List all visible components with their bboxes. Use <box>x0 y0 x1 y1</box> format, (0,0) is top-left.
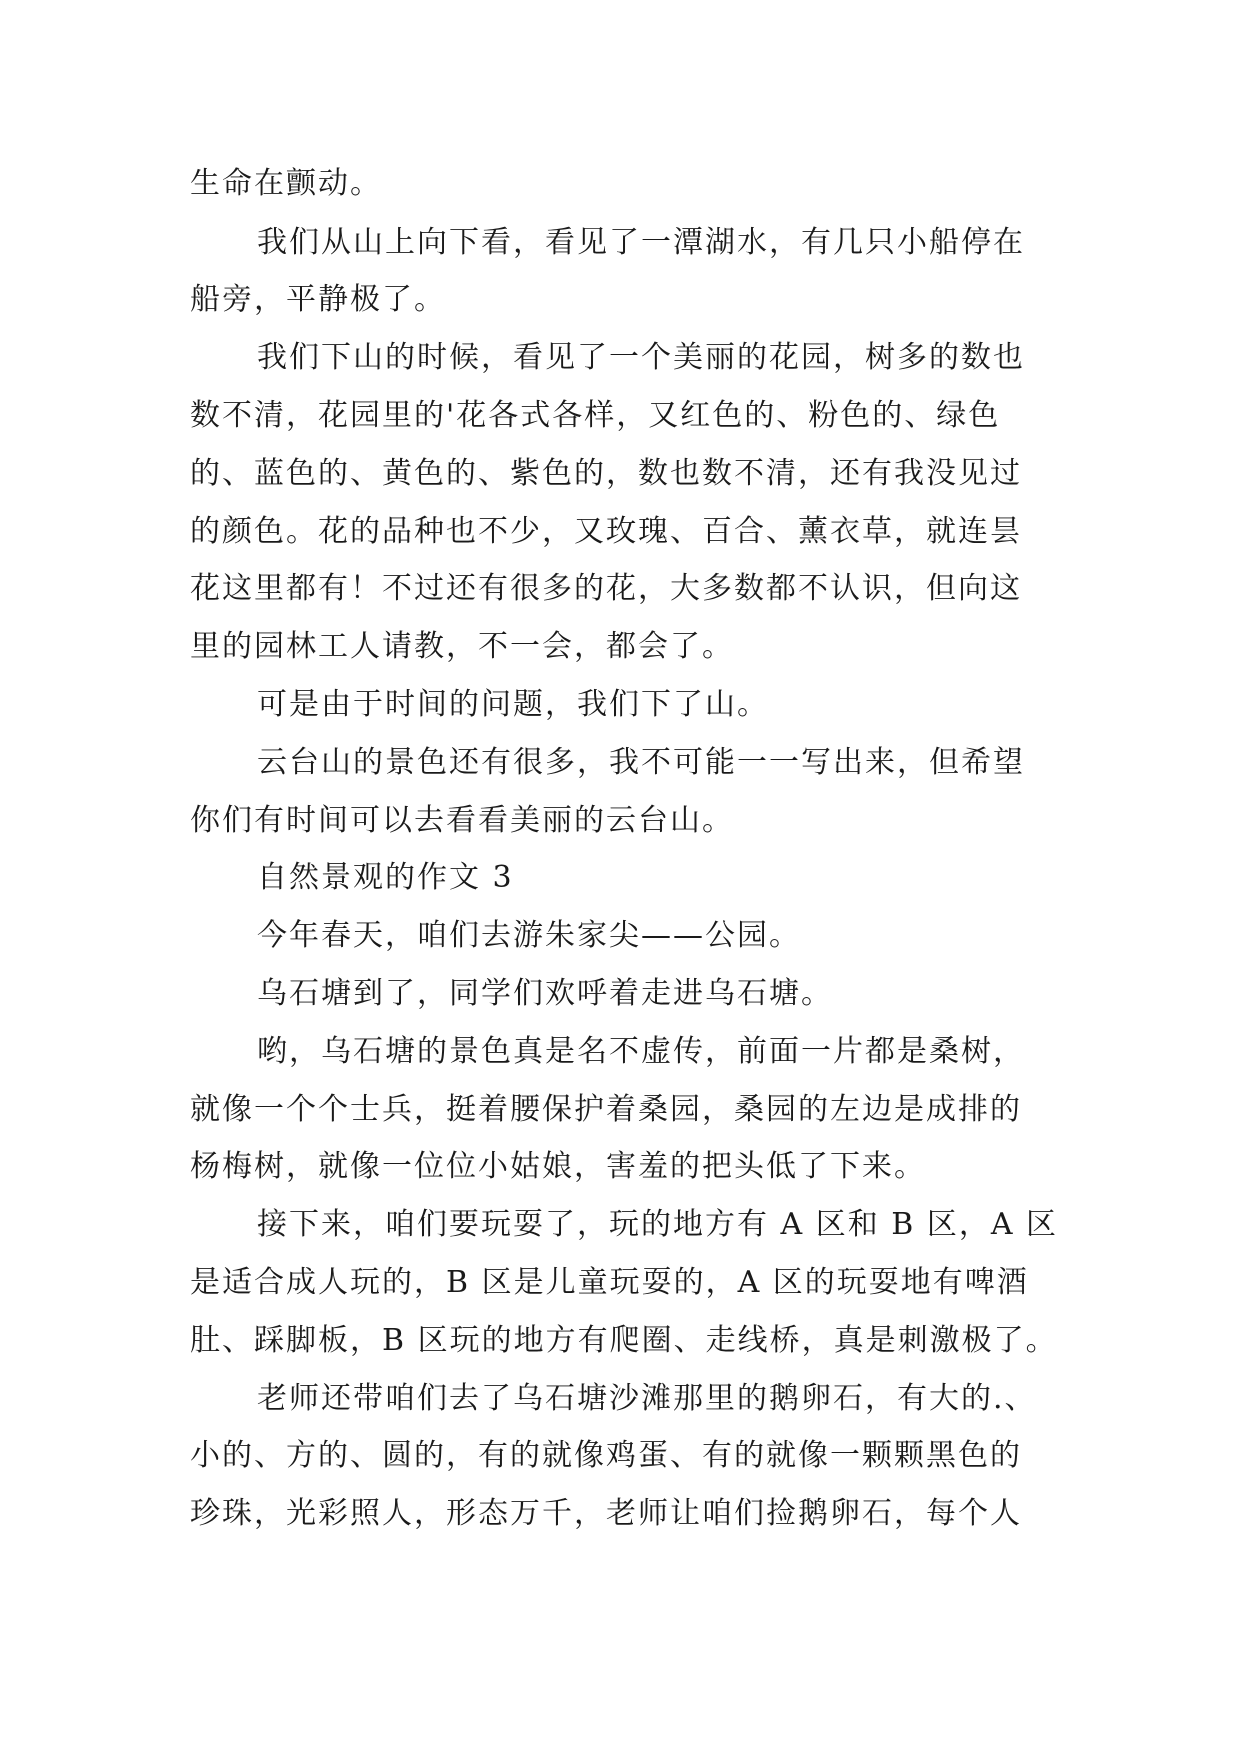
text-line: 船旁，平静极了。 <box>190 282 446 317</box>
text-line: 的、蓝色的、黄色的、紫色的，数也数不清，还有我没见过 <box>190 456 1022 491</box>
text-line: 小的、方的、圆的，有的就像鸡蛋、有的就像一颗颗黑色的 <box>190 1438 1022 1473</box>
text-line: 我们从山上向下看，看见了一潭湖水，有几只小船停在 <box>257 225 1025 260</box>
text-line: 今年春天，咱们去游朱家尖——公园。 <box>257 918 801 953</box>
text-line: 可是由于时间的问题，我们下了山。 <box>257 687 769 722</box>
text-line: 花这里都有！不过还有很多的花，大多数都不认识，但向这 <box>190 571 1022 606</box>
text-line: 我们下山的时候，看见了一个美丽的花园，树多的数也 <box>257 340 1025 375</box>
text-line: 杨梅树，就像一位位小姑娘，害羞的把头低了下来。 <box>190 1149 926 1184</box>
text-line: 生命在颤动。 <box>190 166 382 201</box>
text-line: 老师还带咱们去了乌石塘沙滩那里的鹅卵石，有大的.、 <box>257 1381 1037 1416</box>
text-line: 里的园林工人请教，不一会，都会了。 <box>190 629 734 664</box>
text-line: 的颜色。花的品种也不少，又玫瑰、百合、薰衣草，就连昙 <box>190 514 1022 549</box>
text-line: 珍珠，光彩照人，形态万千，老师让咱们捡鹅卵石，每个人 <box>190 1496 1022 1531</box>
text-line: 数不清，花园里的'花各式各样，又红色的、粉色的、绿色 <box>190 398 1001 433</box>
text-line: 你们有时间可以去看看美丽的云台山。 <box>190 803 734 838</box>
text-line: 肚、踩脚板，B 区玩的地方有爬圈、走线桥，真是刺激极了。 <box>190 1323 1058 1358</box>
text-line: 就像一个个士兵，挺着腰保护着桑园，桑园的左边是成排的 <box>190 1092 1022 1127</box>
text-line: 乌石塘到了，同学们欢呼着走进乌石塘。 <box>257 976 833 1011</box>
section-heading: 自然景观的作文 3 <box>257 860 514 895</box>
text-line: 哟，乌石塘的景色真是名不虚传，前面一片都是桑树， <box>257 1034 1025 1069</box>
text-line: 是适合成人玩的，B 区是儿童玩耍的，A 区的玩耍地有啤酒 <box>190 1265 1029 1300</box>
text-line: 接下来，咱们要玩耍了，玩的地方有 A 区和 B 区，A 区 <box>257 1207 1059 1242</box>
text-line: 云台山的景色还有很多，我不可能一一写出来，但希望 <box>257 745 1025 780</box>
